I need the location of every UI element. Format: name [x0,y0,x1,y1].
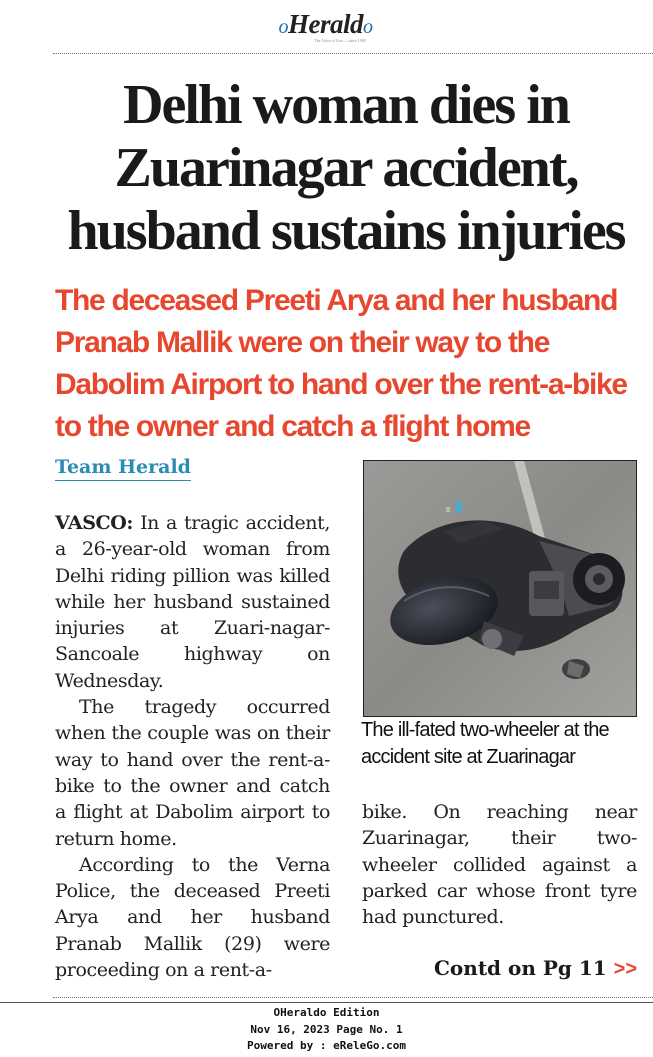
footer-powered-by: Powered by : eReleGo.com [247,1039,406,1052]
edition-footer [0,1005,653,1055]
paragraph-3: According to the Verna Police, the deceased Preeti Arya and her husband Pranab Mallik (29) were proceeding on a rent-a- [55,853,330,982]
paragraph-1 [55,510,330,694]
paragraph-1-text: In a tragic accident, a 26-year-old woman from Delhi riding pillion was killed while her husband sustained injuries at Zuari-nagar-Sancoale highway on Wednesday. [55,512,330,692]
continued-link[interactable] [434,956,637,981]
footer-divider-dotted [53,997,653,998]
footer-edition: OHeraldo Edition [273,1006,380,1019]
logo-o-prefix: o [278,16,288,38]
article-deck: The deceased Preeti Arya and her husband Pranab Mallik were on their way to the Dabolim Airport to hand over the rent-a-bike to the owner and catch a flight home [55,284,627,443]
logo-o-suffix: o [363,16,373,38]
photo-caption: The ill-fated two-wheeler at the accident site at Zuarinagar [361,719,609,768]
paragraph-2: The tragedy occurred when the couple was on their way to hand over the rent-a-bike to the owner and catch a flight at Dabolim airport to return home. [55,696,330,850]
continued-arrow-icon: >> [613,958,637,980]
dateline: VASCO: [55,512,134,534]
logo-tagline: The Voice of Goa — since 1900 [314,38,366,43]
logo-text: Herald [288,9,363,39]
scooter-wreck-image [364,461,636,716]
masthead-divider [53,53,653,54]
continued-text: Contd on Pg 11 [434,956,607,980]
byline: Team Herald [55,456,191,481]
paragraph-4: bike. On reaching near Zuarinagar, their two-wheeler collided against a parked car whose front tyre had punctured. [362,801,637,929]
footer-divider-solid [0,1002,653,1003]
footer-date-page: Nov 16, 2023 Page No. 1 [250,1022,403,1036]
accident-photo [363,460,637,717]
article-column-1 [55,510,330,983]
article-headline: Delhi woman dies in Zuarinagar accident, husband sustains injuries [67,74,625,262]
masthead [0,8,653,46]
